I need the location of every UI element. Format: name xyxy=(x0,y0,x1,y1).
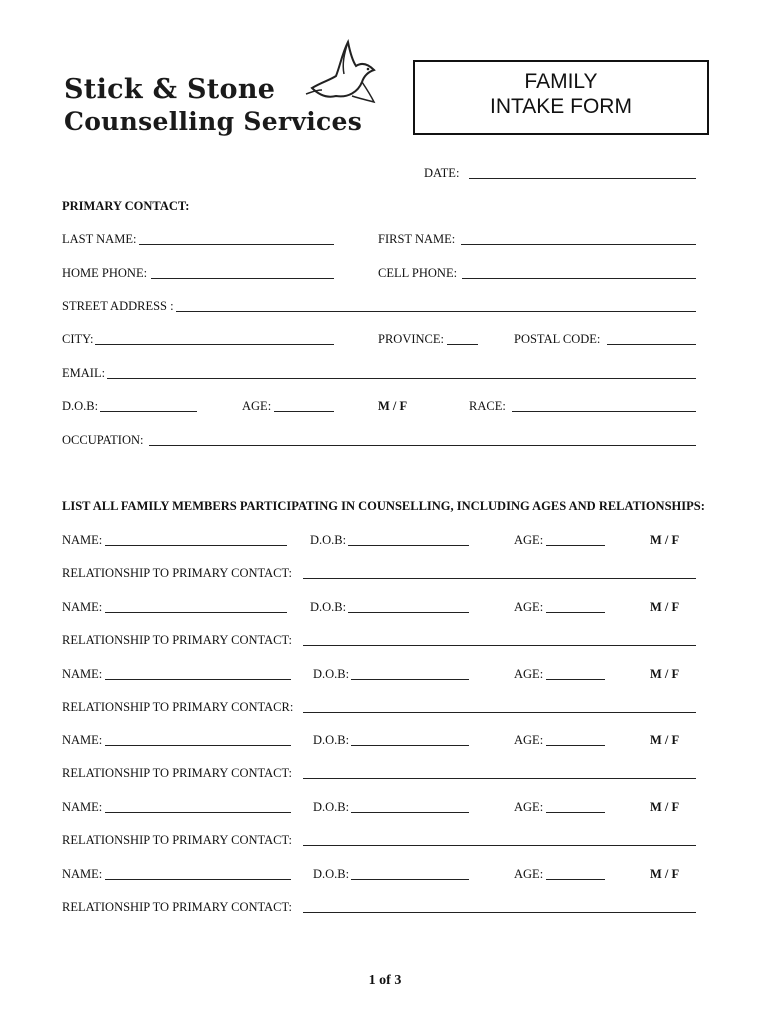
member-relationship-field[interactable] xyxy=(303,845,696,846)
family-members-heading: LIST ALL FAMILY MEMBERS PARTICIPATING IN COUNSELLING, INCLUDING AGES AND RELATIONSHIPS: xyxy=(62,499,705,513)
member-relationship-field[interactable] xyxy=(303,778,696,779)
member-dob-label: D.O.B: xyxy=(313,667,350,681)
member-relationship-label: RELATIONSHIP TO PRIMARY CONTACT: xyxy=(62,900,292,914)
member-name-field[interactable] xyxy=(105,812,291,813)
street-address-field[interactable] xyxy=(176,311,696,312)
province-label: PROVINCE: xyxy=(378,332,444,346)
member-age-field[interactable] xyxy=(546,879,605,880)
member-relationship-field[interactable] xyxy=(303,578,696,579)
member-name-label: NAME: xyxy=(62,533,103,547)
postal-code-label: POSTAL CODE: xyxy=(514,332,601,346)
member-age-label: AGE: xyxy=(514,667,544,681)
date-label: DATE: xyxy=(424,166,460,180)
member-age-field[interactable] xyxy=(546,812,605,813)
postal-code-field[interactable] xyxy=(607,344,696,345)
form-title-line-2: INTAKE FORM xyxy=(490,95,632,118)
primary-contact-heading: PRIMARY CONTACT: xyxy=(62,199,190,213)
email-label: EMAIL: xyxy=(62,366,106,380)
member-dob-field[interactable] xyxy=(351,812,469,813)
member-dob-label: D.O.B: xyxy=(310,600,347,614)
form-title-box xyxy=(413,60,709,135)
first-name-label: FIRST NAME: xyxy=(378,232,456,246)
member-relationship-label: RELATIONSHIP TO PRIMARY CONTACT: xyxy=(62,633,292,647)
member-sex-option[interactable]: M / F xyxy=(650,800,680,814)
member-name-label: NAME: xyxy=(62,867,103,881)
member-dob-field[interactable] xyxy=(351,745,469,746)
member-age-field[interactable] xyxy=(546,545,605,546)
member-relationship-field[interactable] xyxy=(303,645,696,646)
member-relationship-label: RELATIONSHIP TO PRIMARY CONTACT: xyxy=(62,833,292,847)
member-name-field[interactable] xyxy=(105,879,291,880)
dob-field[interactable] xyxy=(100,411,197,412)
page-number: 1 of 3 xyxy=(368,973,402,988)
member-sex-option[interactable]: M / F xyxy=(650,733,680,747)
member-relationship-field[interactable] xyxy=(303,912,696,913)
age-field[interactable] xyxy=(274,411,334,412)
member-dob-field[interactable] xyxy=(348,612,469,613)
city-label: CITY: xyxy=(62,332,94,346)
member-name-label: NAME: xyxy=(62,733,103,747)
member-relationship-field[interactable] xyxy=(303,712,696,713)
city-field[interactable] xyxy=(95,344,334,345)
member-age-field[interactable] xyxy=(546,679,605,680)
member-relationship-label: RELATIONSHIP TO PRIMARY CONTACR: xyxy=(62,700,294,714)
occupation-label: OCCUPATION: xyxy=(62,433,144,447)
cell-phone-field[interactable] xyxy=(462,278,696,279)
member-sex-option[interactable]: M / F xyxy=(650,667,680,681)
member-dob-field[interactable] xyxy=(351,879,469,880)
member-sex-option[interactable]: M / F xyxy=(650,533,680,547)
member-name-field[interactable] xyxy=(105,612,287,613)
race-label: RACE: xyxy=(469,399,506,413)
member-age-label: AGE: xyxy=(514,733,544,747)
member-sex-option[interactable]: M / F xyxy=(650,867,680,881)
logo-line-2: Counselling Services xyxy=(64,107,363,136)
member-name-label: NAME: xyxy=(62,800,103,814)
member-sex-option[interactable]: M / F xyxy=(650,600,680,614)
member-age-field[interactable] xyxy=(546,612,605,613)
last-name-field[interactable] xyxy=(139,244,334,245)
logo-line-1: Stick & Stone xyxy=(64,74,276,105)
member-relationship-label: RELATIONSHIP TO PRIMARY CONTACT: xyxy=(62,766,292,780)
sex-option[interactable]: M / F xyxy=(378,399,408,413)
member-age-field[interactable] xyxy=(546,745,605,746)
email-field[interactable] xyxy=(107,378,696,379)
member-dob-label: D.O.B: xyxy=(313,733,350,747)
home-phone-label: HOME PHONE: xyxy=(62,266,148,280)
member-age-label: AGE: xyxy=(514,867,544,881)
member-dob-field[interactable] xyxy=(351,679,469,680)
province-field[interactable] xyxy=(447,344,478,345)
dove-logo-icon xyxy=(304,36,380,108)
age-label: AGE: xyxy=(242,399,272,413)
member-name-label: NAME: xyxy=(62,600,103,614)
member-age-label: AGE: xyxy=(514,600,544,614)
member-name-label: NAME: xyxy=(62,667,103,681)
cell-phone-label: CELL PHONE: xyxy=(378,266,458,280)
member-dob-label: D.O.B: xyxy=(313,867,350,881)
race-field[interactable] xyxy=(512,411,696,412)
member-age-label: AGE: xyxy=(514,533,544,547)
member-name-field[interactable] xyxy=(105,679,291,680)
member-name-field[interactable] xyxy=(105,745,291,746)
member-age-label: AGE: xyxy=(514,800,544,814)
member-dob-label: D.O.B: xyxy=(310,533,347,547)
last-name-label: LAST NAME: xyxy=(62,232,137,246)
home-phone-field[interactable] xyxy=(151,278,334,279)
dob-label: D.O.B: xyxy=(62,399,99,413)
member-relationship-label: RELATIONSHIP TO PRIMARY CONTACT: xyxy=(62,566,292,580)
member-name-field[interactable] xyxy=(105,545,287,546)
street-address-label: STREET ADDRESS : xyxy=(62,299,174,313)
member-dob-label: D.O.B: xyxy=(313,800,350,814)
first-name-field[interactable] xyxy=(461,244,696,245)
occupation-field[interactable] xyxy=(149,445,696,446)
form-title-line-1: FAMILY xyxy=(524,70,598,93)
member-dob-field[interactable] xyxy=(348,545,469,546)
date-field[interactable] xyxy=(469,178,696,179)
